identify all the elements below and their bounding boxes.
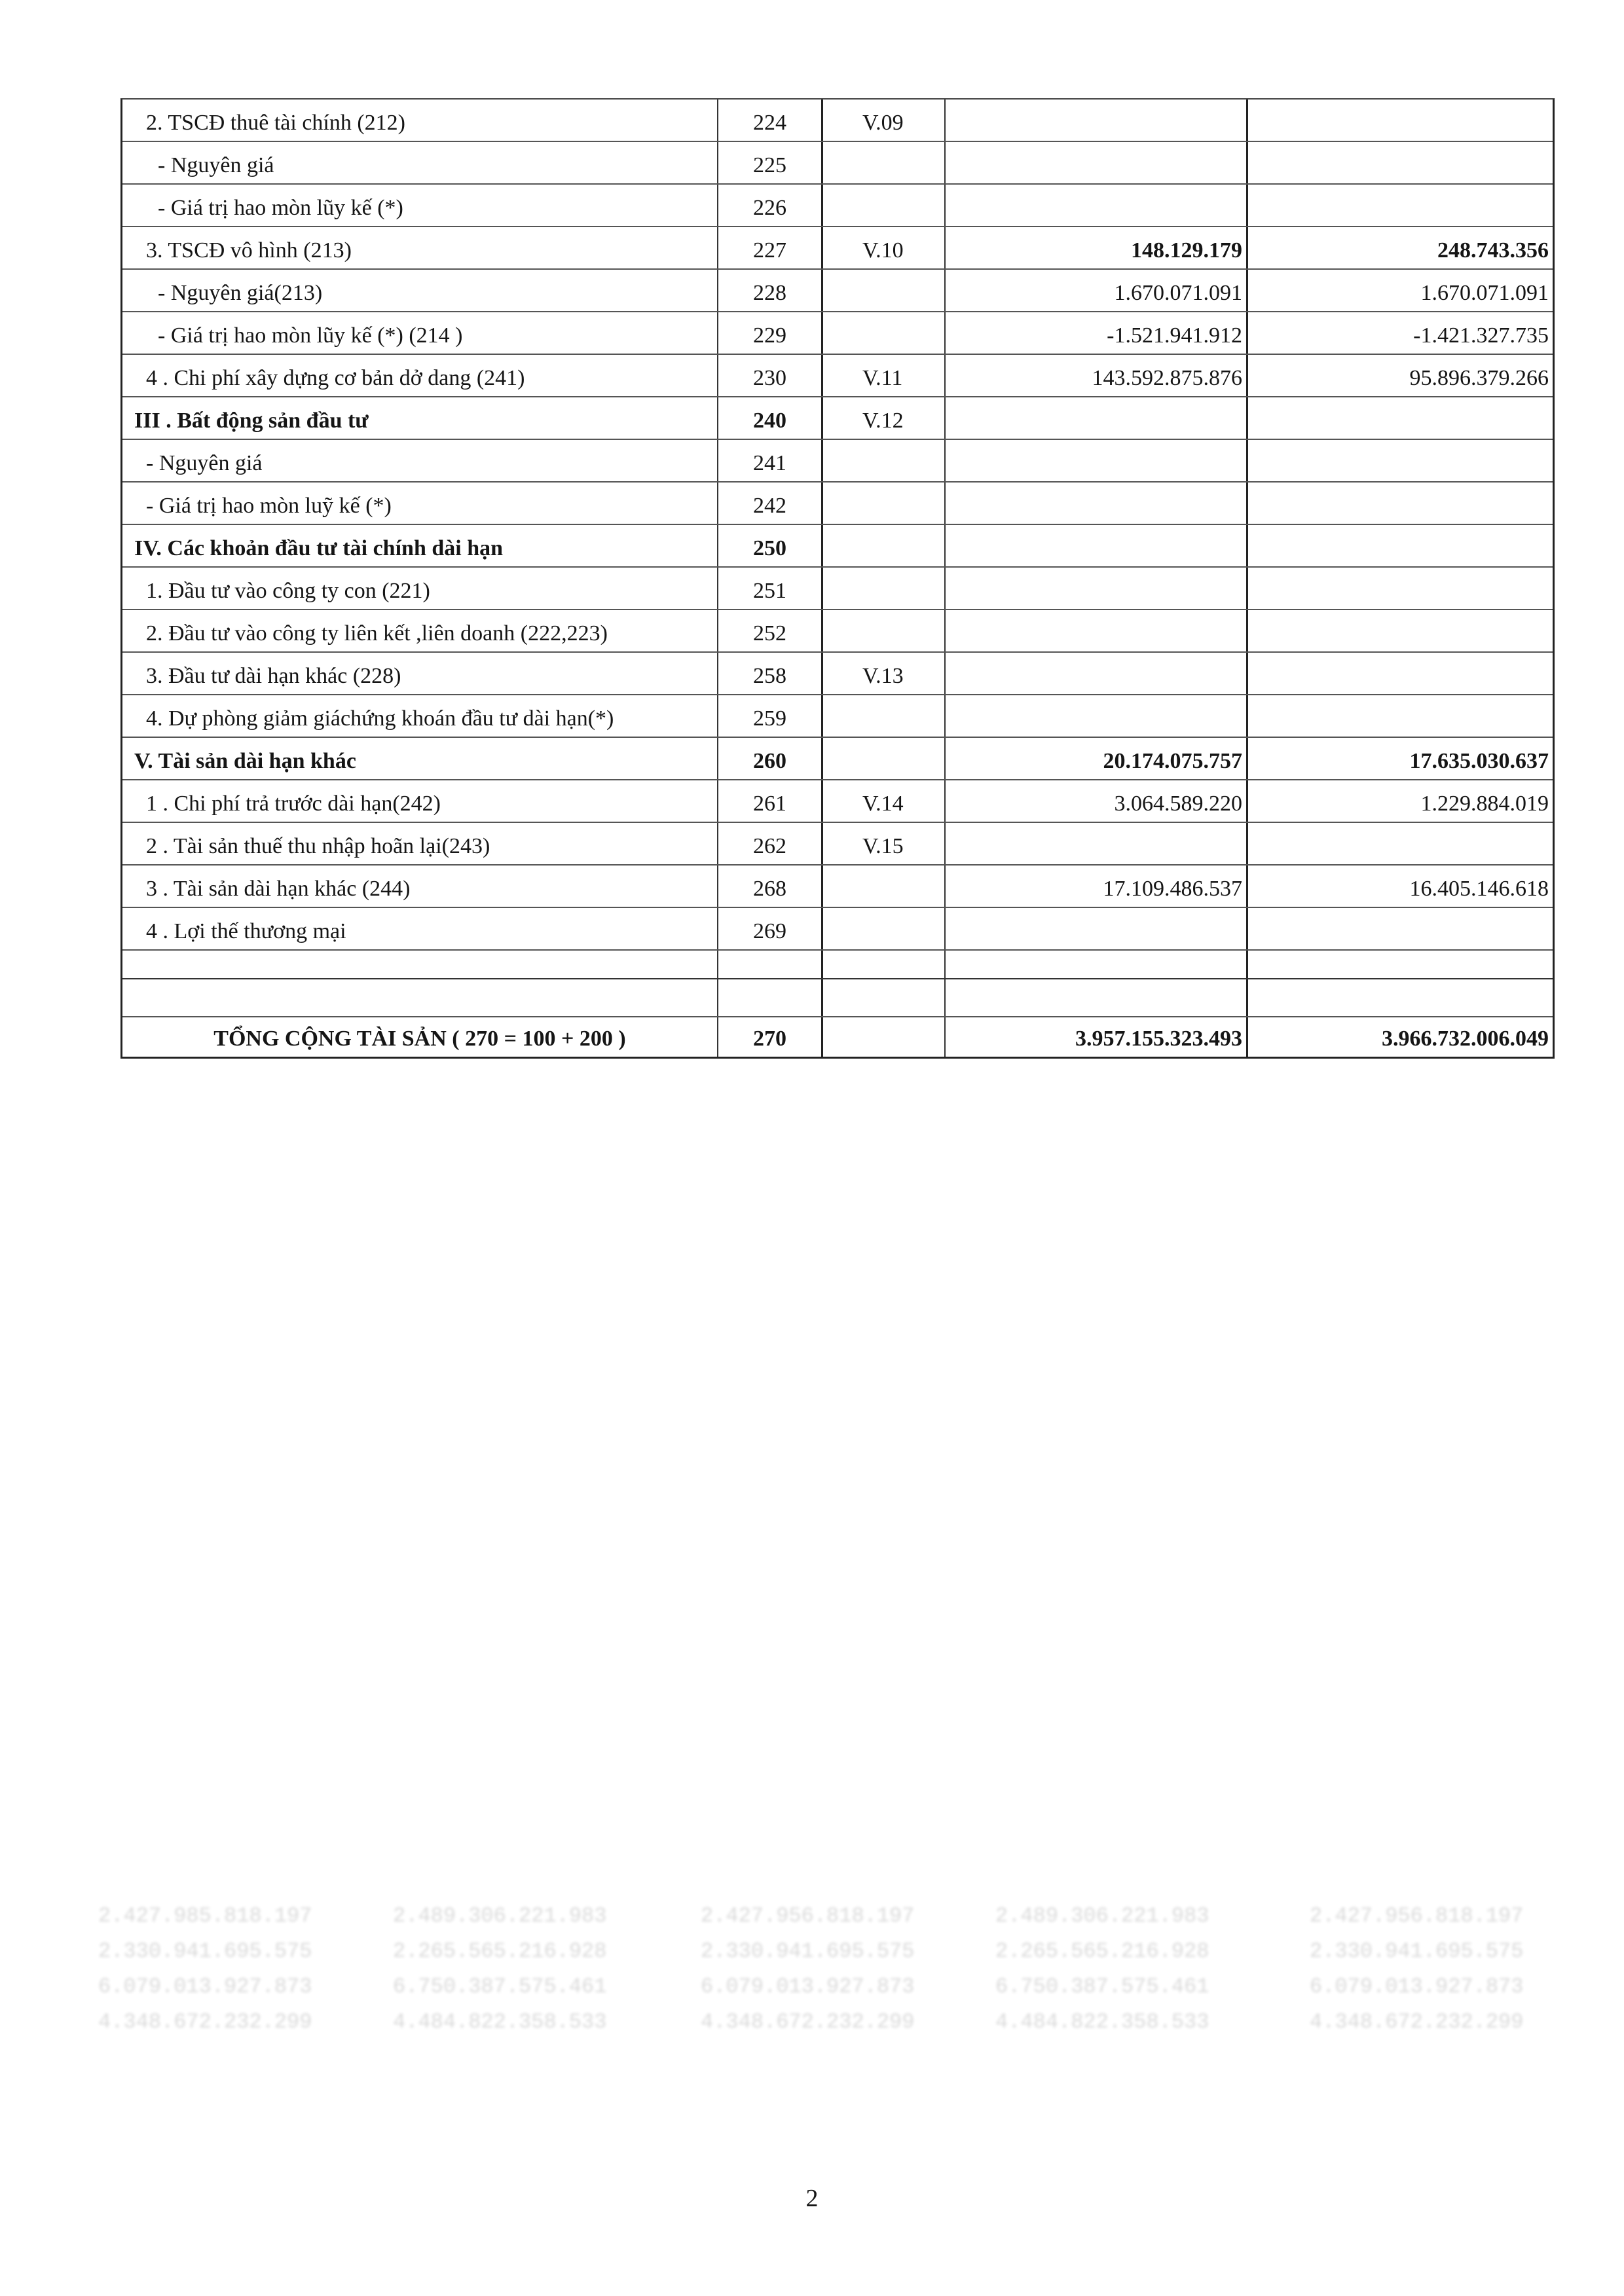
row-label: - Giá trị hao mòn lũy kế (*) (214 ) xyxy=(122,312,718,354)
balance-sheet-table xyxy=(120,98,1555,1059)
row-start-of-period-value xyxy=(1248,823,1553,864)
bleed-through-value: 6.079.013.927.873 xyxy=(98,1975,312,1999)
row-end-of-period-value xyxy=(946,568,1248,609)
row-label: - Nguyên giá xyxy=(122,142,718,183)
bleed-through-value: 2.330.941.695.575 xyxy=(1310,1939,1524,1963)
bleed-through-value: 4.348.672.232.299 xyxy=(98,2010,312,2034)
total-code: 270 xyxy=(718,1017,823,1057)
row-label: 4. Dự phòng giảm giáchứng khoán đầu tư dài hạn(*) xyxy=(122,695,718,737)
bleed-through-column xyxy=(701,1899,914,2040)
total-label: TỔNG CỘNG TÀI SẢN ( 270 = 100 + 200 ) xyxy=(122,1017,718,1057)
empty-cell xyxy=(823,979,946,1016)
row-code: 251 xyxy=(718,568,823,609)
row-code: 260 xyxy=(718,738,823,779)
row-end-of-period-value xyxy=(946,610,1248,651)
row-note xyxy=(823,908,946,949)
row-start-of-period-value xyxy=(1248,610,1553,651)
row-end-of-period-value xyxy=(946,908,1248,949)
row-code: 228 xyxy=(718,270,823,311)
row-start-of-period-value: 17.635.030.637 xyxy=(1409,749,1549,773)
row-code: 269 xyxy=(718,908,823,949)
row-end-of-period-value: -1.521.941.912 xyxy=(946,312,1248,354)
row-label: - Nguyên giá xyxy=(122,440,718,481)
row-start-of-period-value: 95.896.379.266 xyxy=(1409,366,1549,390)
bleed-through-value: 2.427.956.818.197 xyxy=(701,1904,915,1928)
row-code: 224 xyxy=(718,100,823,141)
table-row xyxy=(122,142,1553,185)
row-code: 227 xyxy=(718,227,823,268)
row-code: 241 xyxy=(718,440,823,481)
row-note: V.15 xyxy=(823,823,946,864)
row-label: 2. TSCĐ thuê tài chính (212) xyxy=(122,100,718,141)
table-row xyxy=(122,908,1553,951)
row-label: 1 . Chi phí trả trước dài hạn(242) xyxy=(122,780,718,822)
bleed-through-value: 4.348.672.232.299 xyxy=(701,2010,915,2034)
row-note xyxy=(823,185,946,226)
row-label: 4 . Chi phí xây dựng cơ bản dở dang (241) xyxy=(122,355,718,396)
bleed-through-value: 6.079.013.927.873 xyxy=(701,1975,915,1999)
bleed-through-value: 2.330.941.695.575 xyxy=(701,1939,915,1963)
row-note xyxy=(823,270,946,311)
row-start-of-period-value xyxy=(1248,397,1553,439)
row-end-of-period-value: 20.174.075.757 xyxy=(946,738,1248,779)
empty-cell xyxy=(1248,979,1553,1016)
empty-row xyxy=(122,951,1553,979)
row-start-of-period-value: 1.670.071.091 xyxy=(1420,281,1549,305)
row-code: 226 xyxy=(718,185,823,226)
bleed-through-value: 6.750.387.575.461 xyxy=(995,1975,1209,1999)
row-start-of-period-value xyxy=(1248,440,1553,481)
row-note xyxy=(823,568,946,609)
bleed-through-column xyxy=(393,1899,606,2040)
bleed-through-value: 2.265.565.216.928 xyxy=(995,1939,1209,1963)
row-note xyxy=(823,610,946,651)
row-note: V.11 xyxy=(823,355,946,396)
bleed-through-column xyxy=(98,1899,312,2040)
table-row xyxy=(122,312,1553,355)
row-code: 242 xyxy=(718,483,823,524)
table-row xyxy=(122,610,1553,653)
table-row xyxy=(122,483,1553,525)
row-note xyxy=(823,525,946,566)
row-label: - Giá trị hao mòn luỹ kế (*) xyxy=(122,483,718,524)
row-label: III . Bất động sản đầu tư xyxy=(122,397,718,439)
table-row xyxy=(122,568,1553,610)
row-code: 229 xyxy=(718,312,823,354)
row-start-of-period-value xyxy=(1248,483,1553,524)
row-end-of-period-value xyxy=(946,185,1248,226)
total-note xyxy=(823,1017,946,1057)
row-note xyxy=(823,695,946,737)
row-start-of-period-value xyxy=(1248,100,1553,141)
table-row xyxy=(122,185,1553,227)
row-label: 1. Đầu tư vào công ty con (221) xyxy=(122,568,718,609)
empty-cell xyxy=(946,951,1248,978)
spacer-row xyxy=(122,979,1553,1017)
empty-cell xyxy=(122,951,718,978)
bleed-through-value: 2.427.985.818.197 xyxy=(98,1904,312,1928)
empty-cell xyxy=(823,951,946,978)
row-note xyxy=(823,866,946,907)
row-label: V. Tài sản dài hạn khác xyxy=(122,738,718,779)
row-label: 3 . Tài sản dài hạn khác (244) xyxy=(122,866,718,907)
row-end-of-period-value xyxy=(946,440,1248,481)
table-row xyxy=(122,653,1553,695)
bleed-through-value: 2.265.565.216.928 xyxy=(393,1939,607,1963)
row-code: 230 xyxy=(718,355,823,396)
row-end-of-period-value xyxy=(946,653,1248,694)
row-label: 3. TSCĐ vô hình (213) xyxy=(122,227,718,268)
row-start-of-period-value xyxy=(1248,695,1553,737)
table-row xyxy=(122,270,1553,312)
table-row xyxy=(122,397,1553,440)
bleed-through-value: 2.489.306.221.983 xyxy=(995,1904,1209,1928)
row-label: 2. Đầu tư vào công ty liên kết ,liên doanh (222,223) xyxy=(122,610,718,651)
bleed-through-value: 2.427.956.818.197 xyxy=(1310,1904,1524,1928)
row-code: 258 xyxy=(718,653,823,694)
row-end-of-period-value: 148.129.179 xyxy=(946,227,1248,268)
empty-cell xyxy=(718,979,823,1016)
empty-cell xyxy=(946,979,1248,1016)
row-note: V.09 xyxy=(823,100,946,141)
row-note xyxy=(823,483,946,524)
bleed-through-value: 6.079.013.927.873 xyxy=(1310,1975,1524,1999)
row-label: 2 . Tài sản thuế thu nhập hoãn lại(243) xyxy=(122,823,718,864)
row-start-of-period-value xyxy=(1248,525,1553,566)
table-row xyxy=(122,866,1553,908)
bleed-through-value: 6.750.387.575.461 xyxy=(393,1975,607,1999)
row-note: V.12 xyxy=(823,397,946,439)
bleed-through-column xyxy=(995,1899,1209,2040)
row-code: 268 xyxy=(718,866,823,907)
bleed-through-numbers xyxy=(0,1899,1624,2102)
row-code: 259 xyxy=(718,695,823,737)
page-number: 2 xyxy=(805,2185,819,2212)
row-end-of-period-value xyxy=(946,483,1248,524)
row-end-of-period-value xyxy=(946,100,1248,141)
row-start-of-period-value: 16.405.146.618 xyxy=(1409,877,1549,901)
row-start-of-period-value: -1.421.327.735 xyxy=(1413,323,1549,348)
row-note xyxy=(823,440,946,481)
row-note: V.14 xyxy=(823,780,946,822)
row-code: 261 xyxy=(718,780,823,822)
row-start-of-period-value xyxy=(1248,568,1553,609)
row-note xyxy=(823,738,946,779)
row-code: 240 xyxy=(718,397,823,439)
empty-cell xyxy=(1248,951,1553,978)
row-start-of-period-value xyxy=(1248,142,1553,183)
bleed-through-value: 2.489.306.221.983 xyxy=(393,1904,607,1928)
row-note xyxy=(823,312,946,354)
table-row xyxy=(122,695,1553,738)
table-row xyxy=(122,227,1553,270)
row-label: IV. Các khoản đầu tư tài chính dài hạn xyxy=(122,525,718,566)
empty-cell xyxy=(122,979,718,1016)
empty-cell xyxy=(718,951,823,978)
row-note: V.13 xyxy=(823,653,946,694)
row-note xyxy=(823,142,946,183)
row-code: 252 xyxy=(718,610,823,651)
row-label: 3. Đầu tư dài hạn khác (228) xyxy=(122,653,718,694)
bleed-through-value: 4.484.822.358.533 xyxy=(995,2010,1209,2034)
row-code: 262 xyxy=(718,823,823,864)
table-row xyxy=(122,355,1553,397)
row-label: 4 . Lợi thế thương mại xyxy=(122,908,718,949)
total-end-of-period-value: 3.957.155.323.493 xyxy=(946,1017,1248,1057)
row-end-of-period-value: 143.592.875.876 xyxy=(946,355,1248,396)
row-end-of-period-value: 3.064.589.220 xyxy=(946,780,1248,822)
row-end-of-period-value xyxy=(946,142,1248,183)
row-label: - Giá trị hao mòn lũy kế (*) xyxy=(122,185,718,226)
bleed-through-value: 2.330.941.695.575 xyxy=(98,1939,312,1963)
total-row xyxy=(122,1017,1553,1057)
bleed-through-value: 4.484.822.358.533 xyxy=(393,2010,607,2034)
row-start-of-period-value xyxy=(1248,908,1553,949)
row-start-of-period-value: 1.229.884.019 xyxy=(1420,792,1549,816)
row-start-of-period-value: 248.743.356 xyxy=(1437,238,1549,263)
table-row xyxy=(122,440,1553,483)
row-end-of-period-value: 17.109.486.537 xyxy=(946,866,1248,907)
row-label: - Nguyên giá(213) xyxy=(122,270,718,311)
row-end-of-period-value xyxy=(946,823,1248,864)
row-code: 250 xyxy=(718,525,823,566)
total-start-of-period-value: 3.966.732.006.049 xyxy=(1382,1027,1549,1051)
row-end-of-period-value xyxy=(946,397,1248,439)
row-start-of-period-value xyxy=(1248,653,1553,694)
row-note: V.10 xyxy=(823,227,946,268)
row-code: 225 xyxy=(718,142,823,183)
table-row xyxy=(122,780,1553,823)
row-end-of-period-value xyxy=(946,525,1248,566)
table-row xyxy=(122,100,1553,142)
row-end-of-period-value xyxy=(946,695,1248,737)
row-start-of-period-value xyxy=(1248,185,1553,226)
row-end-of-period-value: 1.670.071.091 xyxy=(946,270,1248,311)
table-row xyxy=(122,738,1553,780)
bleed-through-value: 4.348.672.232.299 xyxy=(1310,2010,1524,2034)
bleed-through-column xyxy=(1310,1899,1523,2040)
table-row xyxy=(122,525,1553,568)
table-row xyxy=(122,823,1553,866)
